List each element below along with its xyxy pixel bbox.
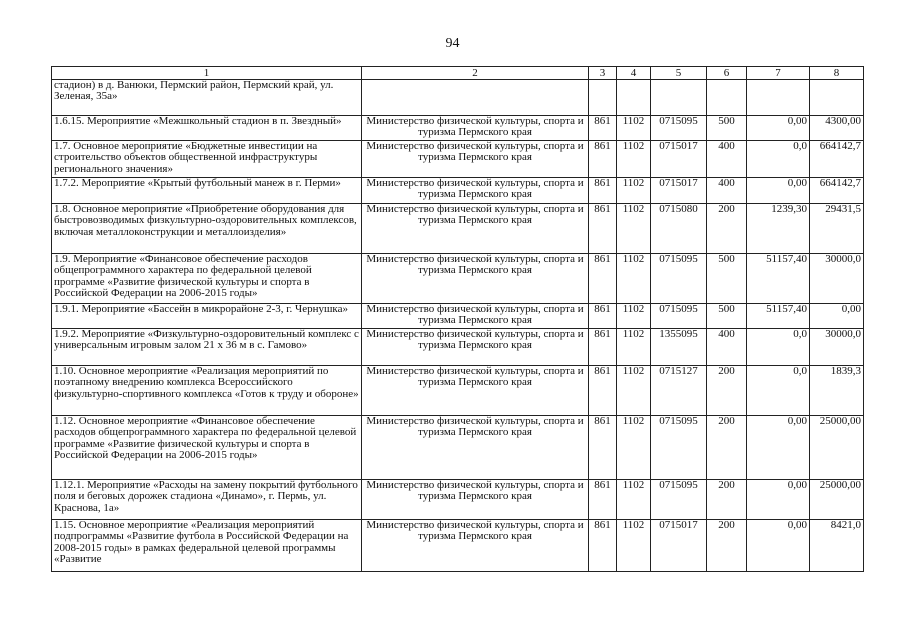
row-col-6: 400 xyxy=(707,178,747,204)
row-ministry: Министерство физической культуры, спорта и туризма Пермского края xyxy=(362,204,589,254)
table-row xyxy=(52,480,864,520)
row-col-8: 30000,0 xyxy=(810,329,864,366)
row-col-6: 200 xyxy=(707,366,747,416)
row-col-5: 0715095 xyxy=(651,480,707,520)
row-col-6: 200 xyxy=(707,416,747,480)
row-col-4: 1102 xyxy=(617,480,651,520)
row-col-7: 0,0 xyxy=(747,141,810,178)
row-ministry: Министерство физической культуры, спорта и туризма Пермского края xyxy=(362,366,589,416)
row-col-4: 1102 xyxy=(617,254,651,304)
row-description: 1.9. Мероприятие «Финансовое обеспечение расходов общепрограммного характера по федеральной целевой программе «Развитие физической культуры и спорта в Российской Федерации на 2006-2015 годы» xyxy=(52,254,362,304)
row-col-5: 0715095 xyxy=(651,304,707,329)
row-col-3: 861 xyxy=(589,329,617,366)
row-col-6: 500 xyxy=(707,116,747,141)
header-col-8: 8 xyxy=(810,67,864,80)
table-row xyxy=(52,141,864,178)
budget-table xyxy=(51,66,864,572)
row-col-3: 861 xyxy=(589,416,617,480)
row-col-3: 861 xyxy=(589,366,617,416)
header-col-2: 2 xyxy=(362,67,589,80)
table-row xyxy=(52,520,864,572)
header-col-5: 5 xyxy=(651,67,707,80)
table-row xyxy=(52,366,864,416)
row-col-8: 25000,00 xyxy=(810,416,864,480)
row-col-8: 1839,3 xyxy=(810,366,864,416)
header-col-1: 1 xyxy=(52,67,362,80)
row-col-7: 0,00 xyxy=(747,520,810,572)
table-row xyxy=(52,254,864,304)
row-col-7: 0,00 xyxy=(747,116,810,141)
row-description: 1.12.1. Мероприятие «Расходы на замену покрытий футбольного поля и беговых дорожек стадиона «Динамо», г. Пермь, ул. Краснова, 1а» xyxy=(52,480,362,520)
row-col-5: 0715017 xyxy=(651,520,707,572)
header-col-7: 7 xyxy=(747,67,810,80)
row-col-5: 0715095 xyxy=(651,416,707,480)
row-col-8: 664142,7 xyxy=(810,141,864,178)
row-col-3: 861 xyxy=(589,304,617,329)
row-ministry: Министерство физической культуры, спорта и туризма Пермского края xyxy=(362,520,589,572)
row-description: 1.9.2. Мероприятие «Физкультурно-оздоровительный комплекс с универсальным игровым залом 21 х 36 м в с. Гамово» xyxy=(52,329,362,366)
row-col-3 xyxy=(589,80,617,116)
row-col-7: 0,00 xyxy=(747,178,810,204)
table-row xyxy=(52,329,864,366)
row-col-6: 400 xyxy=(707,329,747,366)
row-col-4: 1102 xyxy=(617,204,651,254)
row-col-5: 0715127 xyxy=(651,366,707,416)
row-col-4: 1102 xyxy=(617,329,651,366)
row-description: стадион) в д. Ванюки, Пермский район, Пермский край, ул. Зеленая, 35а» xyxy=(52,80,362,116)
table-row xyxy=(52,416,864,480)
row-col-8: 25000,00 xyxy=(810,480,864,520)
page-number: 94 xyxy=(445,36,460,51)
header-col-3: 3 xyxy=(589,67,617,80)
row-col-3: 861 xyxy=(589,141,617,178)
row-col-4: 1102 xyxy=(617,520,651,572)
row-col-7: 51157,40 xyxy=(747,254,810,304)
row-description: 1.7.2. Мероприятие «Крытый футбольный манеж в г. Перми» xyxy=(52,178,362,204)
row-col-7: 0,00 xyxy=(747,416,810,480)
row-col-4 xyxy=(617,80,651,116)
row-col-7 xyxy=(747,80,810,116)
row-description: 1.6.15. Мероприятие «Межшкольный стадион в п. Звездный» xyxy=(52,116,362,141)
header-col-4: 4 xyxy=(617,67,651,80)
row-col-3: 861 xyxy=(589,204,617,254)
row-col-3: 861 xyxy=(589,520,617,572)
row-col-3: 861 xyxy=(589,480,617,520)
row-col-7: 0,0 xyxy=(747,366,810,416)
row-col-7: 51157,40 xyxy=(747,304,810,329)
row-col-6: 200 xyxy=(707,520,747,572)
table-row xyxy=(52,178,864,204)
row-ministry: Министерство физической культуры, спорта и туризма Пермского края xyxy=(362,116,589,141)
row-col-4: 1102 xyxy=(617,304,651,329)
row-col-8: 29431,5 xyxy=(810,204,864,254)
row-col-8: 0,00 xyxy=(810,304,864,329)
row-col-6: 400 xyxy=(707,141,747,178)
row-description: 1.15. Основное мероприятие «Реализация мероприятий подпрограммы «Развитие футбола в Российской Федерации на 2008-2015 годы» в рамках федеральной целевой программы «Развитие xyxy=(52,520,362,572)
row-col-3: 861 xyxy=(589,116,617,141)
row-col-4: 1102 xyxy=(617,416,651,480)
table-row xyxy=(52,116,864,141)
row-col-4: 1102 xyxy=(617,366,651,416)
row-col-3: 861 xyxy=(589,254,617,304)
row-col-6: 500 xyxy=(707,304,747,329)
row-description: 1.9.1. Мероприятие «Бассейн в микрорайоне 2-3, г. Чернушка» xyxy=(52,304,362,329)
row-col-7: 0,00 xyxy=(747,480,810,520)
row-ministry: Министерство физической культуры, спорта и туризма Пермского края xyxy=(362,329,589,366)
row-description: 1.8. Основное мероприятие «Приобретение оборудования для быстровозводимых физкультурно-оздоровительных комплексов, включая металлоконструкции и металлоизделия» xyxy=(52,204,362,254)
row-col-4: 1102 xyxy=(617,116,651,141)
table-row xyxy=(52,304,864,329)
row-ministry: Министерство физической культуры, спорта и туризма Пермского края xyxy=(362,304,589,329)
row-col-5: 0715017 xyxy=(651,141,707,178)
row-ministry: Министерство физической культуры, спорта и туризма Пермского края xyxy=(362,480,589,520)
row-col-5: 1355095 xyxy=(651,329,707,366)
row-col-5: 0715080 xyxy=(651,204,707,254)
row-ministry: Министерство физической культуры, спорта и туризма Пермского края xyxy=(362,416,589,480)
row-col-6 xyxy=(707,80,747,116)
row-col-3: 861 xyxy=(589,178,617,204)
row-col-8 xyxy=(810,80,864,116)
row-col-5: 0715095 xyxy=(651,116,707,141)
row-col-8: 8421,0 xyxy=(810,520,864,572)
row-col-6: 200 xyxy=(707,204,747,254)
row-col-8: 4300,00 xyxy=(810,116,864,141)
row-description: 1.10. Основное мероприятие «Реализация мероприятий по поэтапному внедрению комплекса Всероссийского физкультурно-спортивного комплекса «Готов к труду и обороне» xyxy=(52,366,362,416)
row-col-4: 1102 xyxy=(617,141,651,178)
row-ministry: Министерство физической культуры, спорта и туризма Пермского края xyxy=(362,178,589,204)
row-description: 1.12. Основное мероприятие «Финансовое обеспечение расходов общепрограммного характера по федеральной целевой программе «Развитие физической культуры и спорта в Российской Федерации на 2006-2015 годы» xyxy=(52,416,362,480)
row-col-6: 500 xyxy=(707,254,747,304)
table-row xyxy=(52,80,864,116)
row-col-5: 0715095 xyxy=(651,254,707,304)
header-col-6: 6 xyxy=(707,67,747,80)
row-col-6: 200 xyxy=(707,480,747,520)
row-col-7: 1239,30 xyxy=(747,204,810,254)
row-col-7: 0,0 xyxy=(747,329,810,366)
row-ministry: Министерство физической культуры, спорта и туризма Пермского края xyxy=(362,141,589,178)
row-ministry xyxy=(362,80,589,116)
table-row xyxy=(52,204,864,254)
header-row xyxy=(52,67,864,80)
row-col-8: 30000,0 xyxy=(810,254,864,304)
row-col-8: 664142,7 xyxy=(810,178,864,204)
row-ministry: Министерство физической культуры, спорта и туризма Пермского края xyxy=(362,254,589,304)
row-col-5: 0715017 xyxy=(651,178,707,204)
row-col-4: 1102 xyxy=(617,178,651,204)
row-description: 1.7. Основное мероприятие «Бюджетные инвестиции на строительство объектов общественной инфраструктуры регионального значения» xyxy=(52,141,362,178)
row-col-5 xyxy=(651,80,707,116)
